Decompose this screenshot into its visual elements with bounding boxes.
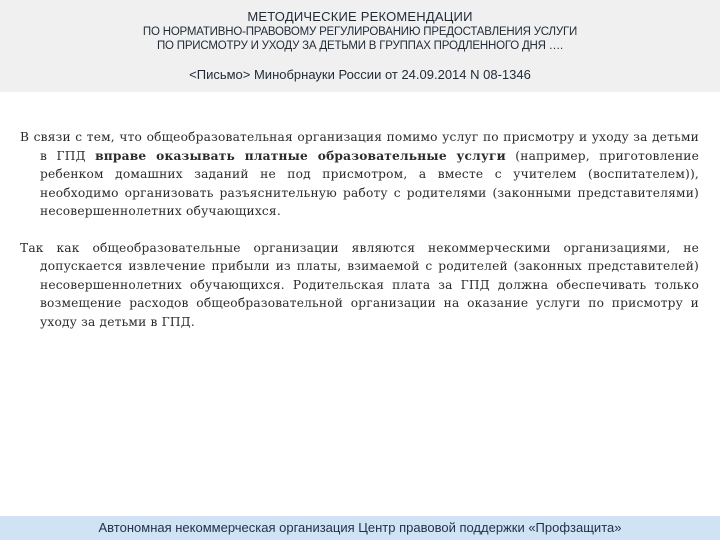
footer-bar (0, 516, 720, 540)
subtitle-line-1: ПО НОРМАТИВНО-ПРАВОВОМУ РЕГУЛИРОВАНИЮ ПРЕДОСТАВЛЕНИЯ УСЛУГИ (142, 26, 578, 38)
paragraph-1-bold-text: вправе оказывать платные образовательные услуги (95, 148, 506, 163)
footer-text: Автономная некоммерческая организация Центр правовой поддержки «Профзащита» (98, 520, 622, 535)
slide-header (0, 0, 720, 92)
paragraph-1-text-end: (например, приготовление ребенком домашних заданий не под присмотром, а вместе с учителем (воспитателем)), необходимо организовать разъяснительную работу с родителями (законными представителями) несовершеннолетних обучающихся. (40, 148, 700, 218)
document-body (20, 128, 699, 349)
paragraph-2: Так как общеобразовательные организации являются некоммерческими организациями, не допускается извлечение прибыли из платы, взимаемой с родителей (законных представителей) несовершеннолетних обучающихся. Родительская плата за ГПД должна обеспечивать только возмещение расходов общеобразовательной организации на оказание услуги по присмотру и уходу за детьми в ГПД. (20, 240, 699, 329)
page-title: МЕТОДИЧЕСКИЕ РЕКОМЕНДАЦИИ (247, 9, 473, 24)
document-reference: <Письмо> Минобрнауки России от 24.09.2014 N 08-1346 (189, 67, 531, 82)
paragraph-1 (20, 128, 699, 221)
subtitle-line-2: ПО ПРИСМОТРУ И УХОДУ ЗА ДЕТЬМИ В ГРУППАХ ПРОДЛЕННОГО ДНЯ …. (156, 40, 564, 52)
paragraph-1-text-start: В связи с тем, что общеобразовательная организация помимо услуг по присмотру и уходу за детьми в ГПД (20, 130, 699, 163)
